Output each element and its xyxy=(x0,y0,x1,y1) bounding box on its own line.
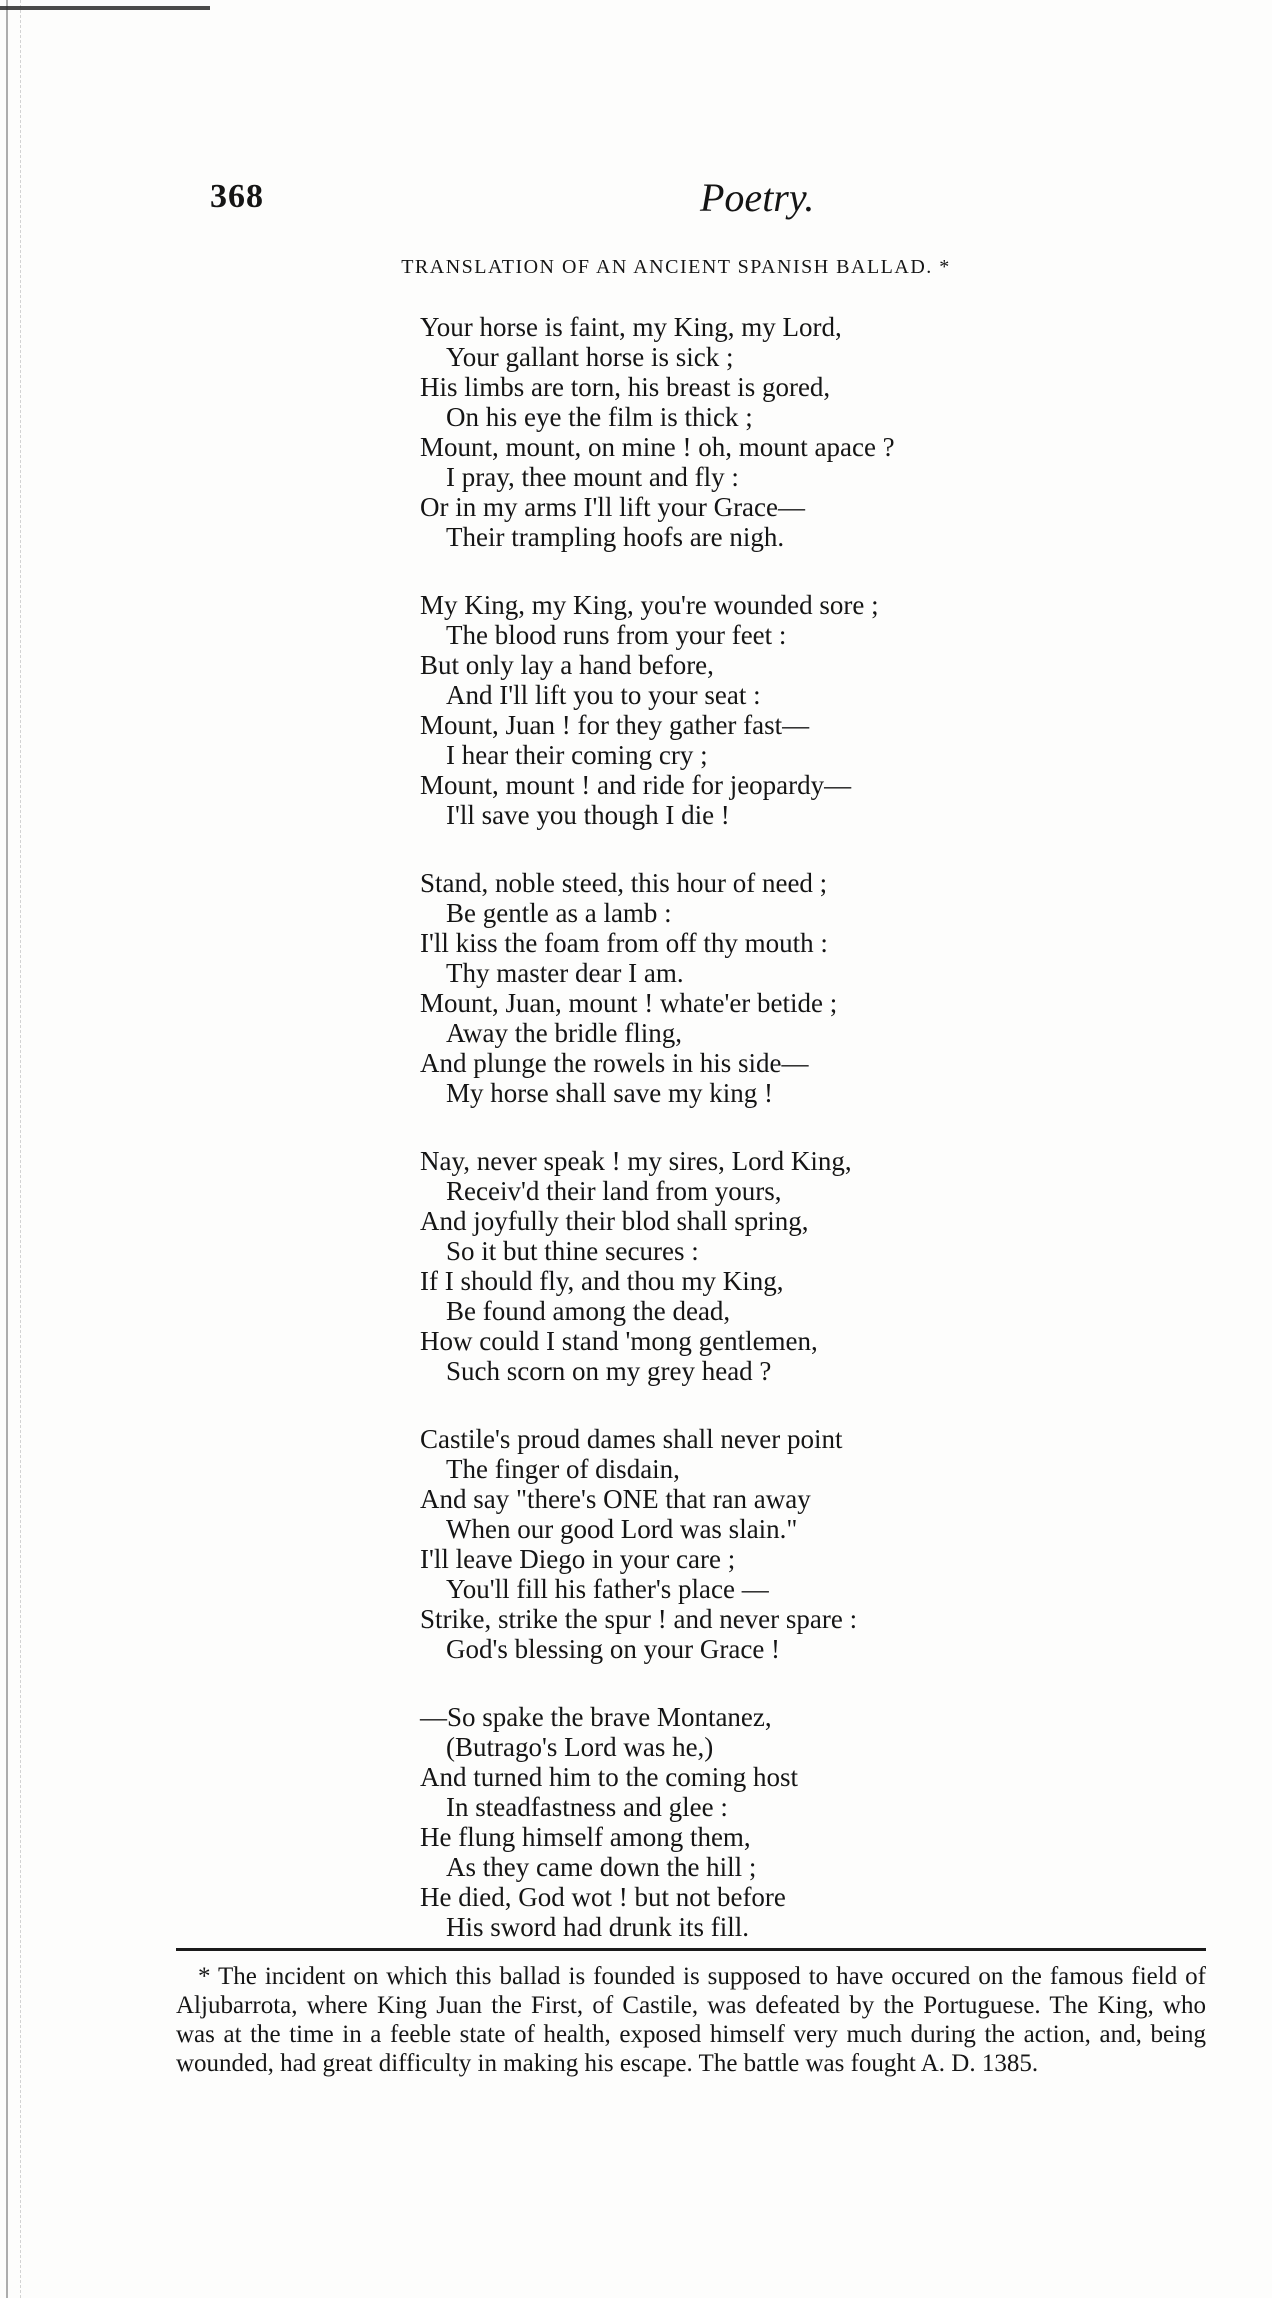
poem-line: My King, my King, you're wounded sore ; xyxy=(420,590,879,620)
poem-line: His sword had drunk its fill. xyxy=(446,1912,749,1942)
poem-line: Nay, never speak ! my sires, Lord King, xyxy=(420,1146,852,1176)
poem-line: His limbs are torn, his breast is gored, xyxy=(420,372,831,402)
poem-line: —So spake the brave Montanez, xyxy=(420,1702,772,1732)
poem-line: When our good Lord was slain." xyxy=(446,1514,798,1544)
running-head: Poetry. xyxy=(700,175,815,220)
poem-line: Strike, strike the spur ! and never spare : xyxy=(420,1604,858,1634)
poem-line: And turned him to the coming host xyxy=(420,1762,798,1792)
poem-line: On his eye the film is thick ; xyxy=(446,402,753,432)
ballad-title-text: TRANSLATION OF AN ANCIENT SPANISH BALLAD. * xyxy=(401,256,951,278)
poem-line: I pray, thee mount and fly : xyxy=(446,462,739,492)
footnote: * The incident on which this ballad is founded is supposed to have occured on the famous field of Aljubarrota, where King Juan the First, of Castile, was defeated by the Portuguese. The King, who was at the time in a feeble state of health, exposed himself very much during the action, and, being wounded, had great difficulty in making his escape. The battle was fought A. D. 1385. xyxy=(176,1963,1206,2077)
poem-line: Mount, Juan ! for they gather fast— xyxy=(420,710,810,740)
poem-line: Thy master dear I am. xyxy=(446,958,684,988)
poem-line: Away the bridle fling, xyxy=(446,1018,682,1048)
poem-line: Receiv'd their land from yours, xyxy=(446,1176,782,1206)
footnote-divider xyxy=(176,1948,1206,1951)
poem-line: In steadfastness and glee : xyxy=(446,1792,728,1822)
stanza xyxy=(420,590,1060,830)
poem-line: Castile's proud dames shall never point xyxy=(420,1424,843,1454)
poem-line: Be found among the dead, xyxy=(446,1296,731,1326)
stanza xyxy=(420,1146,1060,1386)
poem-line: So it but thine secures : xyxy=(446,1236,699,1266)
poem-line: If I should fly, and thou my King, xyxy=(420,1266,784,1296)
poem-line: Your gallant horse is sick ; xyxy=(446,342,734,372)
poem-line: Your horse is faint, my King, my Lord, xyxy=(420,312,842,342)
poem-line: The finger of disdain, xyxy=(446,1454,680,1484)
poem-line: Such scorn on my grey head ? xyxy=(446,1356,772,1386)
poem-line: The blood runs from your feet : xyxy=(446,620,787,650)
stanza xyxy=(420,868,1060,1108)
poem xyxy=(420,312,1060,1980)
poem-line: And joyfully their blod shall spring, xyxy=(420,1206,809,1236)
poem-line: I hear their coming cry ; xyxy=(446,740,708,770)
poem-line: I'll save you though I die ! xyxy=(446,800,730,830)
poem-line: Their trampling hoofs are nigh. xyxy=(446,522,785,552)
poem-line: Stand, noble steed, this hour of need ; xyxy=(420,868,828,898)
poem-line: How could I stand 'mong gentlemen, xyxy=(420,1326,818,1356)
ballad-title xyxy=(0,256,1272,279)
poem-line: And say "there's ONE that ran away xyxy=(420,1484,811,1514)
poem-line: Be gentle as a lamb : xyxy=(446,898,672,928)
stanza xyxy=(420,312,1060,552)
poem-line: Mount, Juan, mount ! whate'er betide ; xyxy=(420,988,838,1018)
poem-line: Mount, mount, on mine ! oh, mount apace ? xyxy=(420,432,895,462)
page-number: 368 xyxy=(210,178,264,215)
stanza xyxy=(420,1702,1060,1942)
poem-line: God's blessing on your Grace ! xyxy=(446,1634,781,1664)
poem-line: My horse shall save my king ! xyxy=(446,1078,773,1108)
page-edge-shadow xyxy=(6,0,21,2298)
poem-line: And plunge the rowels in his side— xyxy=(420,1048,809,1078)
poem-line: Or in my arms I'll lift your Grace— xyxy=(420,492,806,522)
poem-line: (Butrago's Lord was he,) xyxy=(446,1732,714,1762)
stanza xyxy=(420,1424,1060,1664)
page-header xyxy=(0,170,1272,230)
poem-line: I'll kiss the foam from off thy mouth : xyxy=(420,928,828,958)
page-corner-mark xyxy=(0,6,210,10)
poem-line: You'll fill his father's place — xyxy=(446,1574,769,1604)
poem-line: As they came down the hill ; xyxy=(446,1852,757,1882)
poem-line: But only lay a hand before, xyxy=(420,650,714,680)
poem-line: And I'll lift you to your seat : xyxy=(446,680,761,710)
poem-line: He flung himself among them, xyxy=(420,1822,751,1852)
poem-line: I'll leave Diego in your care ; xyxy=(420,1544,736,1574)
poem-line: He died, God wot ! but not before xyxy=(420,1882,786,1912)
poem-line: Mount, mount ! and ride for jeopardy— xyxy=(420,770,852,800)
